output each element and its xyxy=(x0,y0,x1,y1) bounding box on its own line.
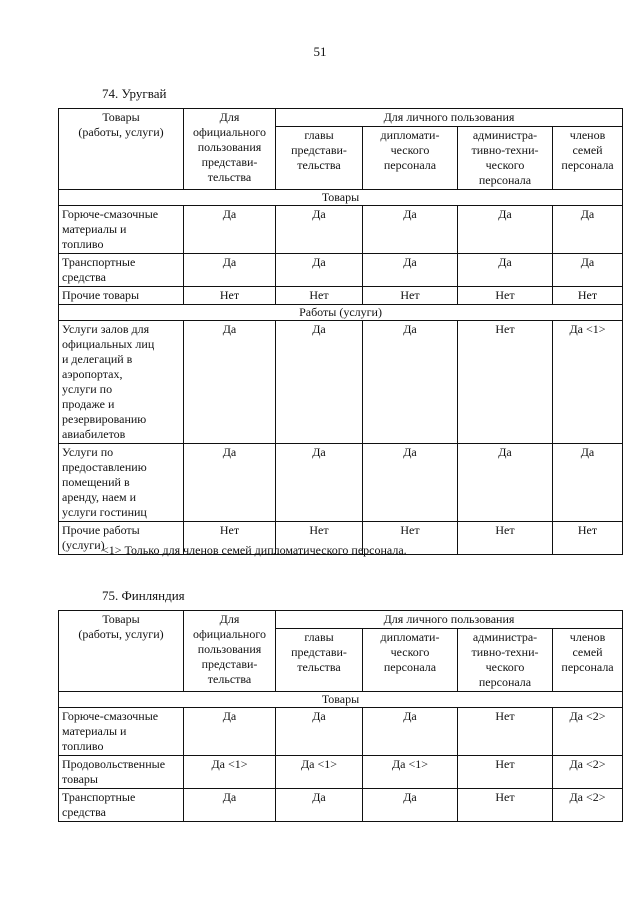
header-official-use: Для официального пользования представи- тельства xyxy=(184,611,276,692)
header-personal-use: Для личного пользования xyxy=(276,109,623,127)
row-label: Горюче-смазочные материалы и топливо xyxy=(59,708,184,756)
row-label: Горюче-смазочные материалы и топливо xyxy=(59,206,184,254)
cell-family: Да <2> xyxy=(553,708,623,756)
table-uruguay xyxy=(58,108,623,555)
header-admin-tech: администра- тивно-техни- ческого персонала xyxy=(458,629,553,692)
cell-heads: Да xyxy=(276,789,363,822)
cell-admin-tech: Нет xyxy=(458,321,553,444)
cell-family: Да xyxy=(553,206,623,254)
table-row xyxy=(59,708,623,756)
header-diplomatic: дипломати- ческого персонала xyxy=(363,629,458,692)
table-row xyxy=(59,444,623,522)
cell-heads: Да xyxy=(276,321,363,444)
cell-diplomatic: Нет xyxy=(363,522,458,555)
cell-official: Да xyxy=(184,444,276,522)
header-heads: главы представи- тельства xyxy=(276,127,363,190)
cell-official: Да <1> xyxy=(184,756,276,789)
cell-diplomatic: Да xyxy=(363,444,458,522)
table-row xyxy=(59,321,623,444)
cell-diplomatic: Да xyxy=(363,708,458,756)
group-label-goods: Товары xyxy=(59,692,623,708)
table-row xyxy=(59,789,623,822)
cell-heads: Нет xyxy=(276,522,363,555)
page-number: 51 xyxy=(313,44,327,59)
cell-family: Да <2> xyxy=(553,789,623,822)
cell-family: Да xyxy=(553,444,623,522)
cell-family: Нет xyxy=(553,522,623,555)
cell-diplomatic: Да xyxy=(363,321,458,444)
section-title-finland: 75. Финляндия xyxy=(102,588,185,603)
cell-official: Да xyxy=(184,708,276,756)
header-family: членов семей персонала xyxy=(553,127,623,190)
cell-family: Нет xyxy=(553,287,623,305)
header-personal-use: Для личного пользования xyxy=(276,611,623,629)
cell-admin-tech: Да xyxy=(458,254,553,287)
row-label: Прочие работы (услуги) xyxy=(59,522,184,555)
cell-diplomatic: Да xyxy=(363,254,458,287)
cell-diplomatic: Да xyxy=(363,789,458,822)
group-label-services: Работы (услуги) xyxy=(59,305,623,321)
cell-admin-tech: Да xyxy=(458,444,553,522)
header-diplomatic: дипломати- ческого персонала xyxy=(363,127,458,190)
row-label: Транспортные средства xyxy=(59,789,184,822)
header-admin-tech: администра- тивно-техни- ческого персонала xyxy=(458,127,553,190)
cell-official: Да xyxy=(184,206,276,254)
header-goods: Товары (работы, услуги) xyxy=(59,109,184,190)
footnote: <1> Только для членов семей дипломатического персонала. xyxy=(102,543,407,557)
cell-heads: Да xyxy=(276,206,363,254)
cell-family: Да <2> xyxy=(553,756,623,789)
cell-admin-tech: Нет xyxy=(458,522,553,555)
cell-heads: Да xyxy=(276,708,363,756)
cell-diplomatic: Да <1> xyxy=(363,756,458,789)
cell-heads: Да <1> xyxy=(276,756,363,789)
row-label: Продовольственные товары xyxy=(59,756,184,789)
cell-official: Нет xyxy=(184,287,276,305)
header-official-use: Для официального пользования представи- тельства xyxy=(184,109,276,190)
cell-admin-tech: Нет xyxy=(458,756,553,789)
cell-admin-tech: Нет xyxy=(458,287,553,305)
cell-diplomatic: Нет xyxy=(363,287,458,305)
row-label: Транспортные средства xyxy=(59,254,184,287)
row-label: Прочие товары xyxy=(59,287,184,305)
cell-official: Да xyxy=(184,321,276,444)
cell-admin-tech: Да xyxy=(458,206,553,254)
cell-family: Да xyxy=(553,254,623,287)
group-label-goods: Товары xyxy=(59,190,623,206)
cell-heads: Да xyxy=(276,444,363,522)
row-label: Услуги залов для официальных лиц и делегаций в аэропортах, услуги по продаже и резервированию авиабилетов xyxy=(59,321,184,444)
table-finland xyxy=(58,610,623,822)
row-label: Услуги по предоставлению помещений в аренду, наем и услуги гостиниц xyxy=(59,444,184,522)
cell-official: Да xyxy=(184,789,276,822)
header-heads: главы представи- тельства xyxy=(276,629,363,692)
cell-family: Да <1> xyxy=(553,321,623,444)
cell-diplomatic: Да xyxy=(363,206,458,254)
table-row xyxy=(59,254,623,287)
cell-heads: Да xyxy=(276,254,363,287)
table-row xyxy=(59,206,623,254)
table-row xyxy=(59,287,623,305)
header-family: членов семей персонала xyxy=(553,629,623,692)
cell-heads: Нет xyxy=(276,287,363,305)
section-title-uruguay: 74. Уругвай xyxy=(102,86,167,101)
cell-official: Нет xyxy=(184,522,276,555)
cell-admin-tech: Нет xyxy=(458,789,553,822)
cell-official: Да xyxy=(184,254,276,287)
header-goods: Товары (работы, услуги) xyxy=(59,611,184,692)
table-row xyxy=(59,756,623,789)
cell-admin-tech: Нет xyxy=(458,708,553,756)
